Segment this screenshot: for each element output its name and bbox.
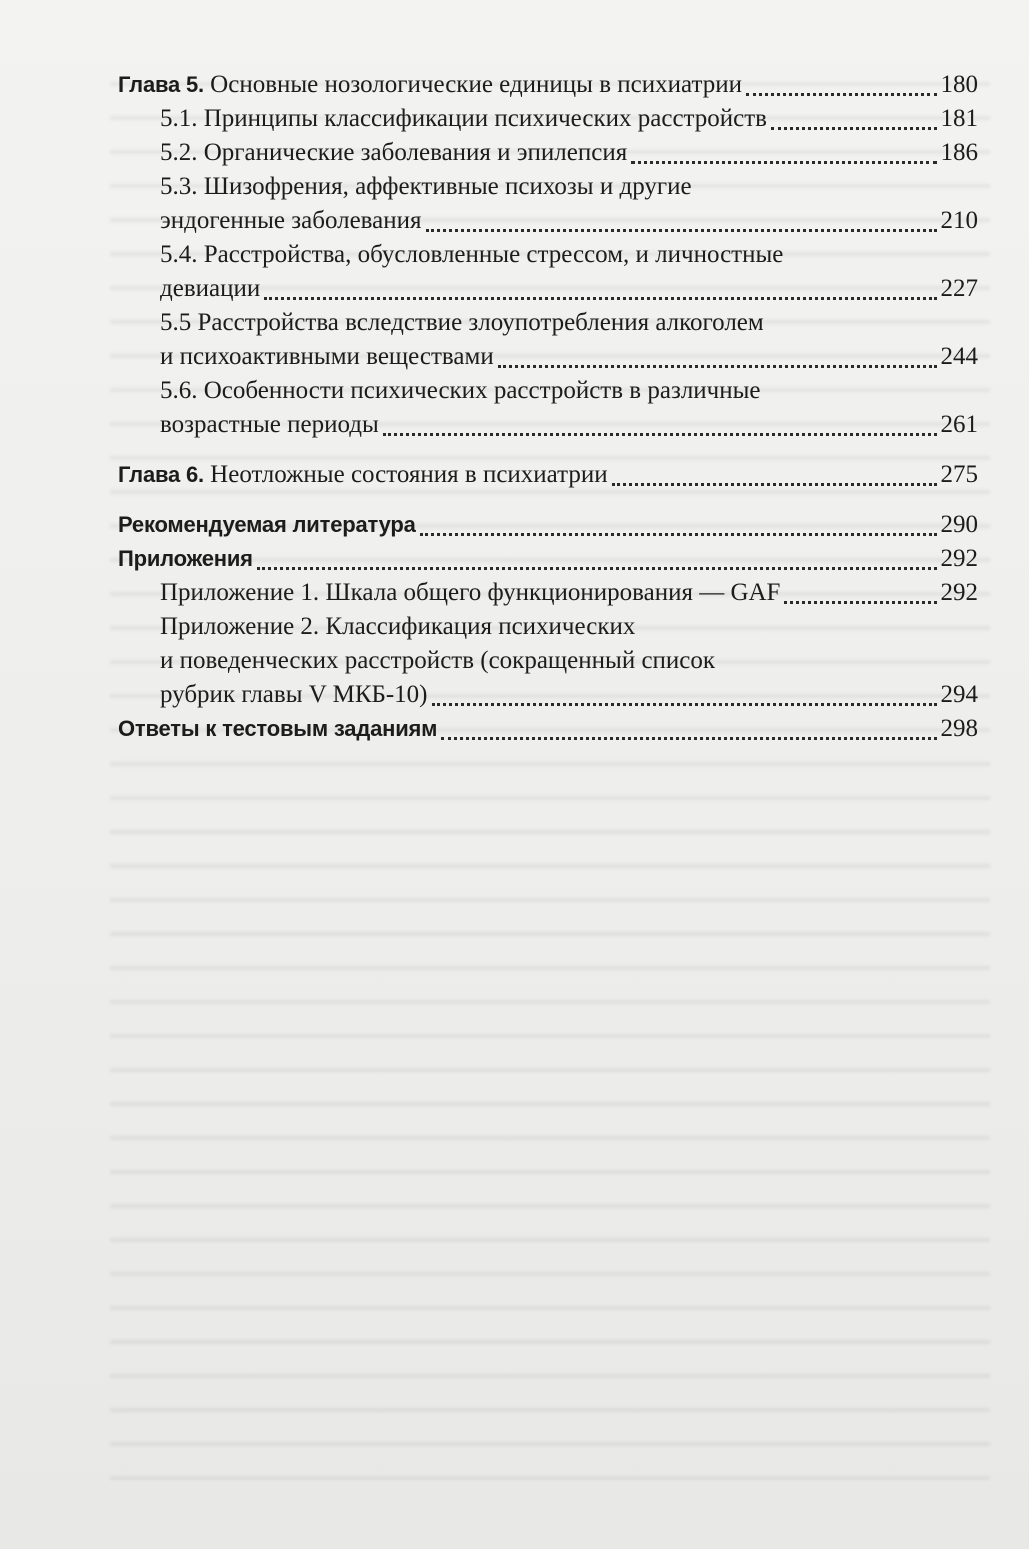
spacer: [118, 442, 978, 458]
dot-leader: [383, 433, 937, 436]
section-title: Приложения: [118, 546, 253, 571]
section-title-line-1: 5.6. Особенности психических расстройств в различные: [160, 377, 761, 404]
page-number: 181: [940, 105, 978, 132]
section-title-line-2: и поведенческих расстройств (сокращенный список: [160, 647, 716, 674]
dot-leader: [257, 567, 937, 570]
section-title: 5.2. Органические заболевания и эпилепсия: [160, 139, 628, 166]
page-number: 227: [940, 275, 978, 302]
chapter-title: Основные нозологические единицы в психиатрии: [210, 71, 742, 98]
toc-entry-appendix-1[interactable]: [118, 576, 978, 610]
toc-entry-answers[interactable]: [118, 712, 978, 746]
toc-entry-literature[interactable]: [118, 508, 978, 542]
chapter-label: Глава 5.: [118, 72, 204, 97]
section-title: Приложение 1. Шкала общего функционирования — GAF: [160, 579, 781, 606]
dot-leader: [498, 365, 937, 368]
dot-leader: [264, 297, 936, 300]
dot-leader: [420, 533, 937, 536]
section-title-line-1: Приложение 2. Классификация психических: [160, 613, 636, 640]
toc-entry-chapter-6[interactable]: [118, 458, 978, 492]
toc-entry-section-5-4[interactable]: [118, 238, 978, 306]
page-number: 294: [940, 681, 978, 708]
section-title-line-2: возрастные периоды: [160, 411, 379, 438]
page-number: 275: [940, 461, 978, 488]
toc-entry-appendix-2[interactable]: [118, 610, 978, 712]
dot-leader: [631, 161, 936, 164]
section-title-line-2: и психоактивными веществами: [160, 343, 494, 370]
dot-leader: [432, 703, 937, 706]
table-of-contents: [118, 68, 978, 746]
chapter-title: Неотложные состояния в психиатрии: [210, 461, 608, 488]
toc-entry-appendices[interactable]: [118, 542, 978, 576]
dot-leader: [426, 229, 937, 232]
section-title: 5.1. Принципы классификации психических расстройств: [160, 105, 767, 132]
page-number: 292: [940, 545, 978, 572]
toc-entry-section-5-1[interactable]: [118, 102, 978, 136]
section-title: Рекомендуемая литература: [118, 512, 416, 537]
dot-leader: [771, 127, 937, 130]
toc-entry-section-5-6[interactable]: [118, 374, 978, 442]
dot-leader: [784, 601, 936, 604]
page-number: 298: [940, 715, 978, 742]
page-number: 290: [940, 511, 978, 538]
page-number: 292: [940, 579, 978, 606]
dot-leader: [612, 483, 937, 486]
dot-leader: [746, 93, 937, 96]
section-title-line-1: 5.3. Шизофрения, аффективные психозы и другие: [160, 173, 692, 200]
toc-entry-section-5-3[interactable]: [118, 170, 978, 238]
section-title-line-2: эндогенные заболевания: [160, 207, 422, 234]
page-number: 210: [940, 207, 978, 234]
page-number: 180: [940, 71, 978, 98]
page-number: 244: [940, 343, 978, 370]
page-number: 261: [940, 411, 978, 438]
page-number: 186: [940, 139, 978, 166]
section-title-line-1: 5.4. Расстройства, обусловленные стрессом, и личностные: [160, 241, 784, 268]
section-title-line-2: девиации: [160, 275, 261, 302]
spacer: [118, 492, 978, 508]
section-title-line-3: рубрик главы V МКБ-10): [160, 681, 428, 708]
toc-entry-section-5-5[interactable]: [118, 306, 978, 374]
toc-entry-section-5-2[interactable]: [118, 136, 978, 170]
section-title: Ответы к тестовым заданиям: [118, 716, 438, 741]
dot-leader: [441, 737, 936, 740]
chapter-label: Глава 6.: [118, 462, 204, 487]
section-title-line-1: 5.5 Расстройства вследствие злоупотребления алкоголем: [160, 309, 764, 336]
toc-entry-chapter-5[interactable]: [118, 68, 978, 102]
